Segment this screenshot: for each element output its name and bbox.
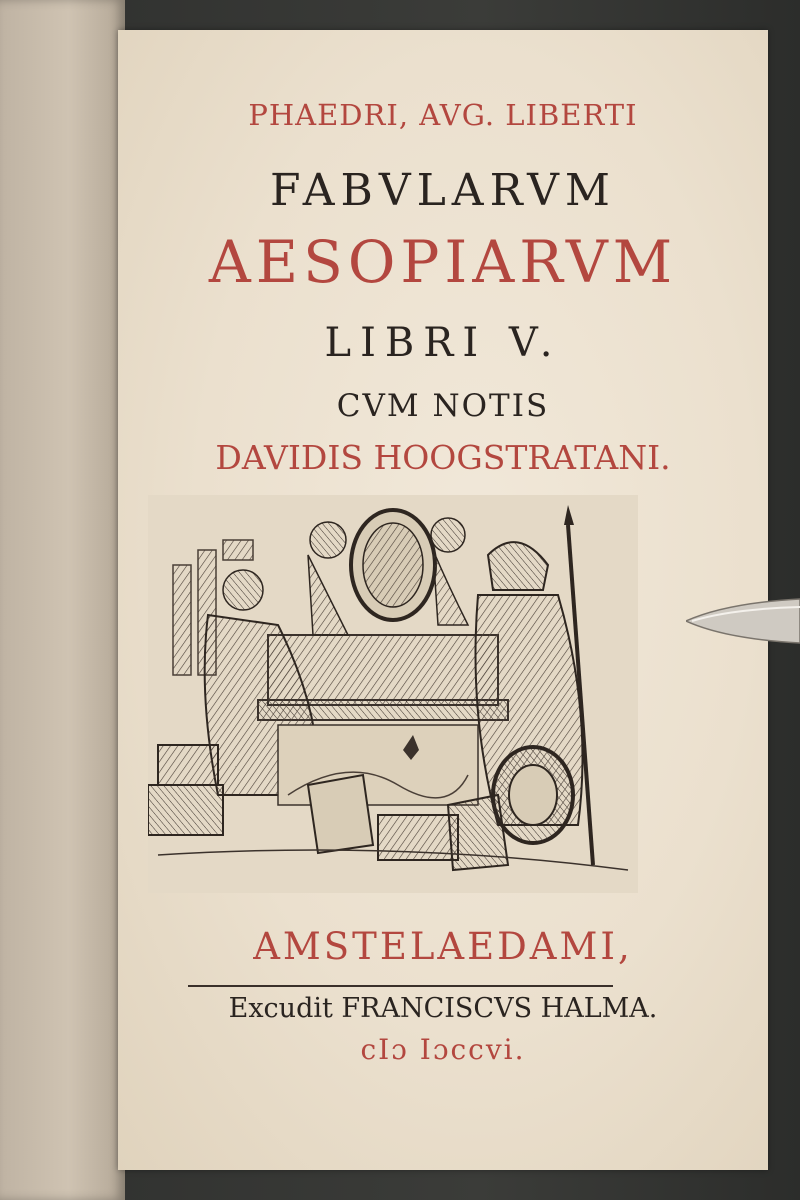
editor-line: DAVIDIS HOOGSTRATANI. bbox=[215, 438, 671, 477]
engraving-illustration bbox=[148, 495, 638, 893]
imprint-place: AMSTELAEDAMI, bbox=[253, 925, 633, 968]
title-page bbox=[118, 30, 768, 1170]
author-line: PHAEDRI, AVG. LIBERTI bbox=[248, 98, 638, 132]
title-line-aesopiarum: AESOPIARVM bbox=[208, 228, 678, 296]
metal-pointer bbox=[686, 597, 800, 647]
left-page-edge bbox=[0, 0, 125, 1200]
imprint-year: cIɔ Iɔccvi. bbox=[360, 1033, 526, 1066]
cum-notis-line: CVM NOTIS bbox=[336, 388, 550, 424]
imprint-rule bbox=[188, 985, 613, 987]
title-line-fabularum: FABVLARVM bbox=[270, 165, 616, 216]
imprint-printer: Excudit FRANCISCVS HALMA. bbox=[228, 993, 658, 1024]
libri-line: LIBRI V. bbox=[324, 320, 562, 366]
